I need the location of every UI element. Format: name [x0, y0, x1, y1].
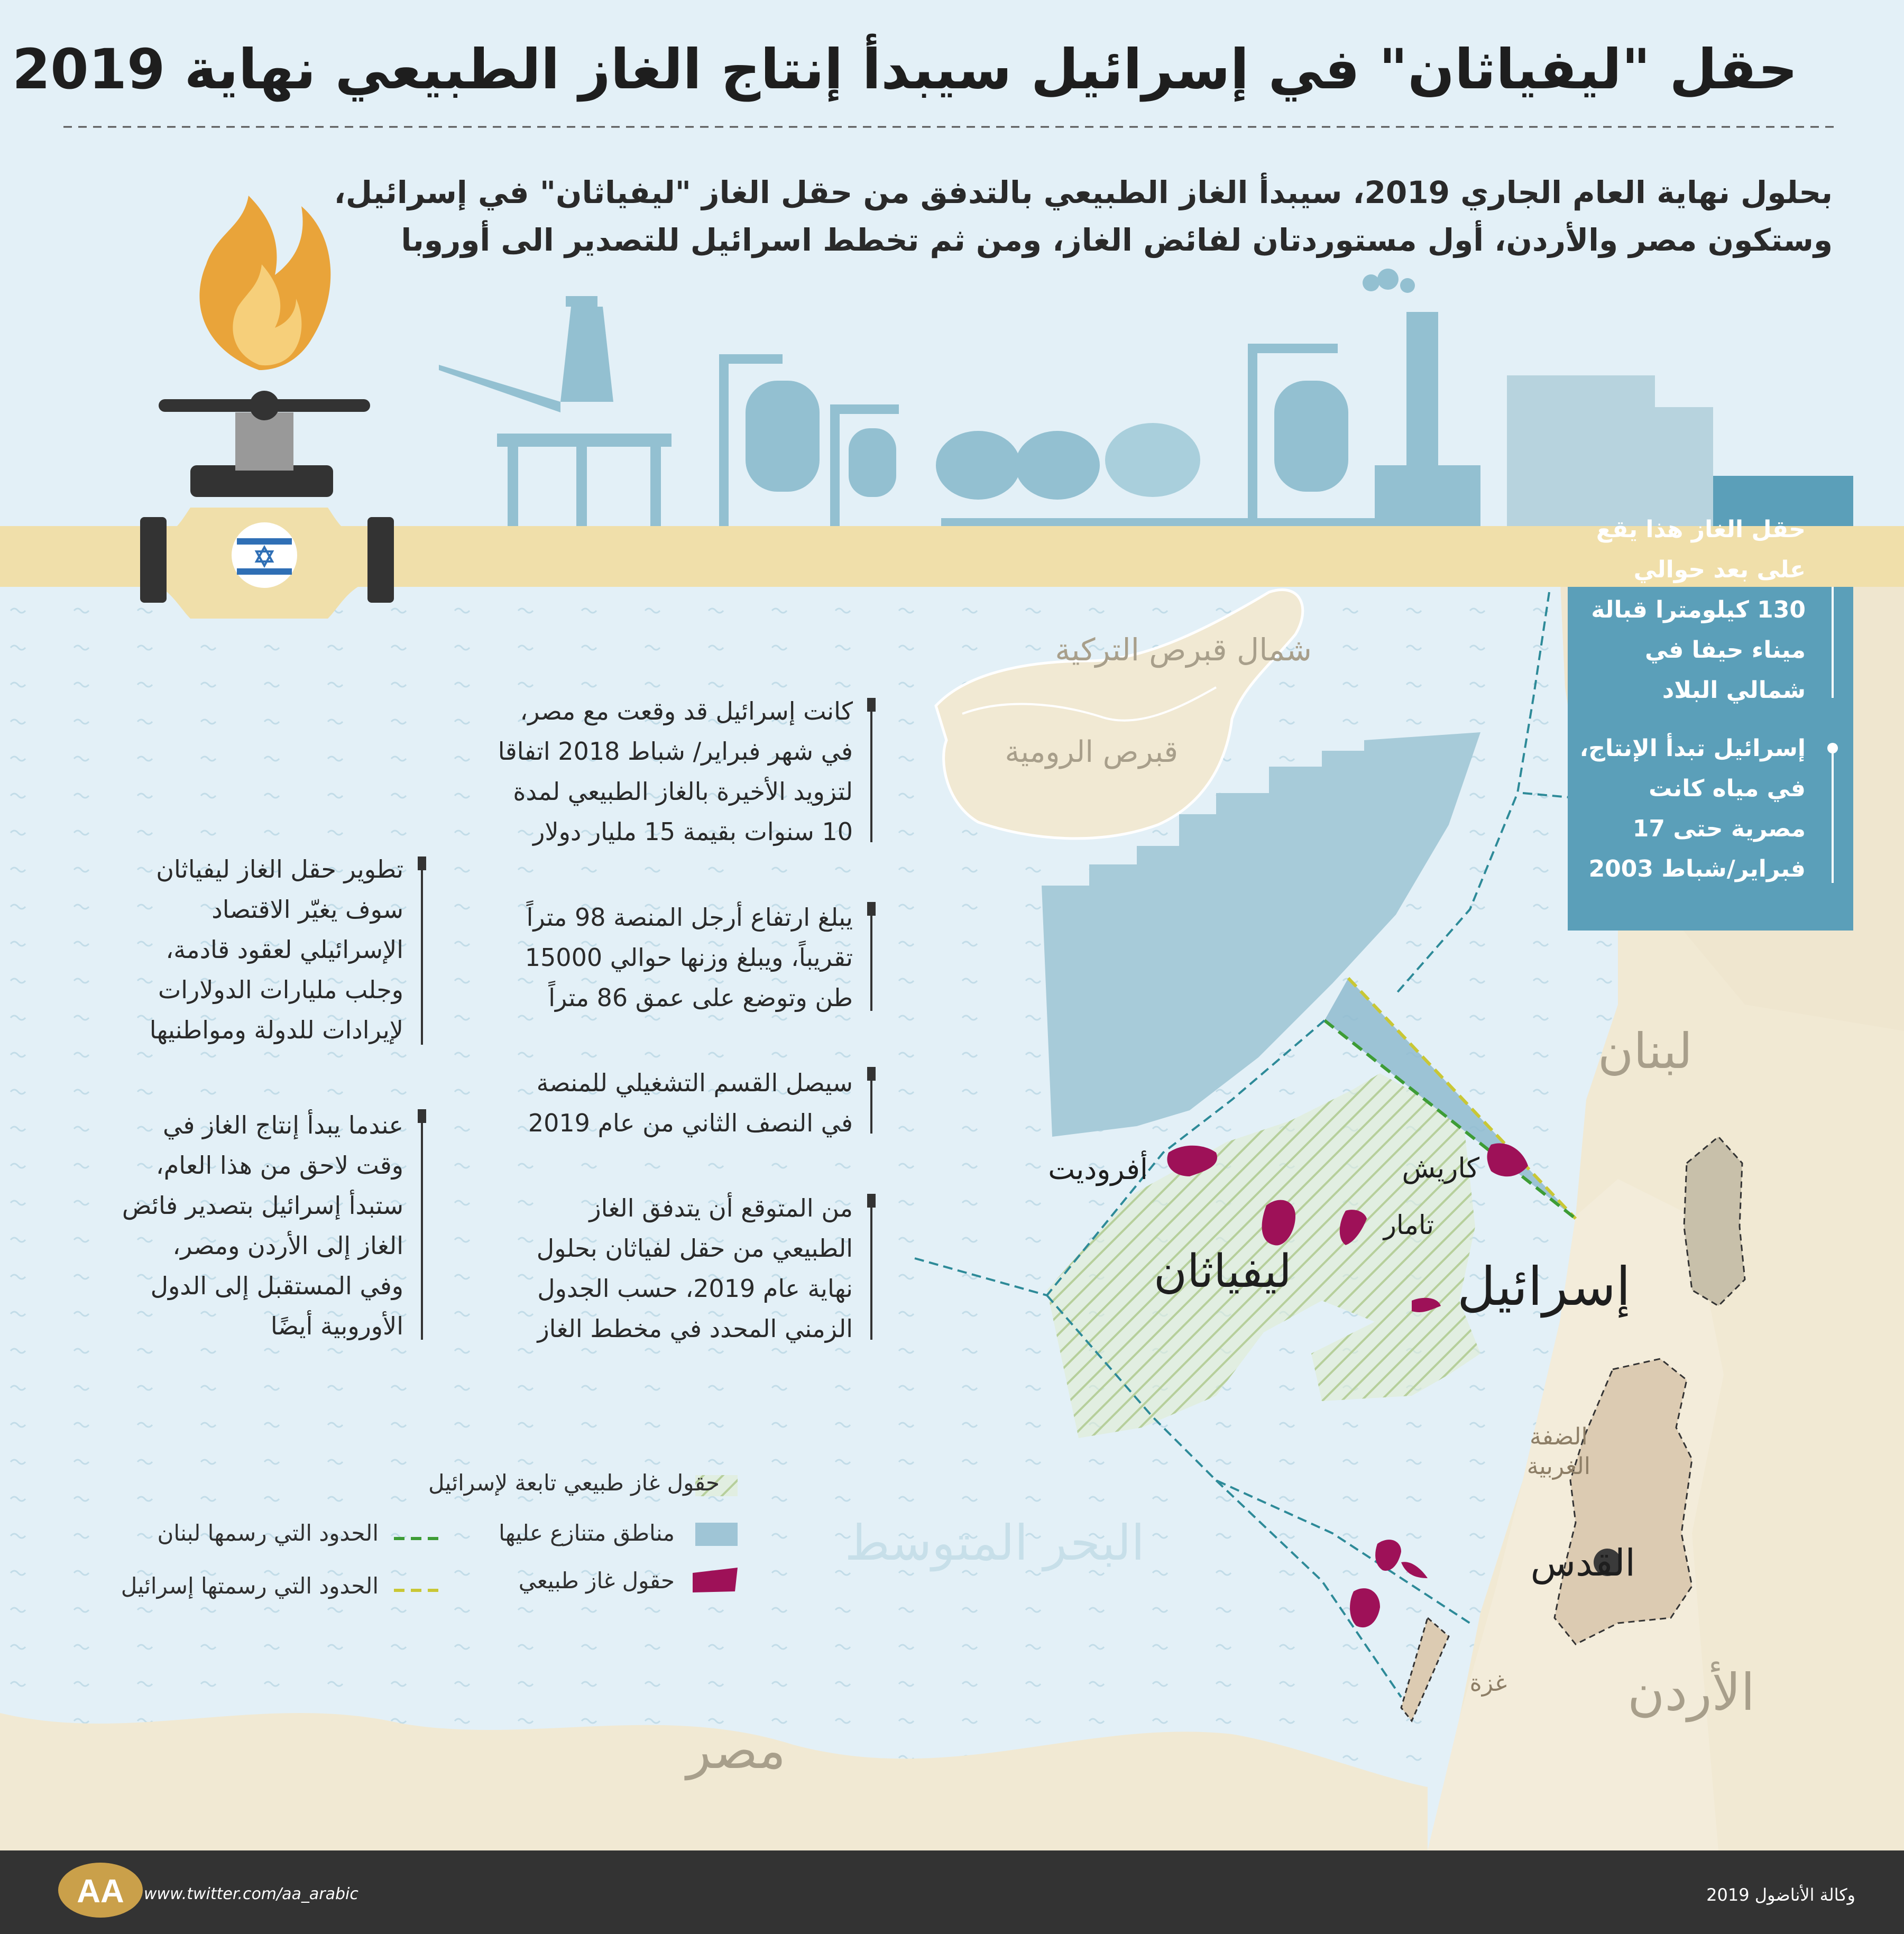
legend-gas-fields: حقول غاز طبيعي: [518, 1568, 675, 1594]
legend-israeli-fields: حقول غاز طبيعي تابعة لإسرائيل: [428, 1470, 720, 1496]
label-jordan: الأردن: [1627, 1663, 1755, 1722]
smoke-puff: [1363, 274, 1379, 291]
intro-line-1: بحلول نهاية العام الجاري 2019، سيبدأ الغاز الطبيعي بالتدفق من حقل الغاز "ليفياثان" في إسرائيل،: [334, 174, 1833, 210]
svg-text:AA: AA: [77, 1873, 124, 1910]
pipe-flange-right: [367, 517, 394, 603]
footer-twitter-link[interactable]: www.twitter.com/aa_arabic: [144, 1885, 358, 1903]
smoke-puff: [1377, 269, 1399, 290]
footer-copyright: وكالة الأناضول 2019: [1706, 1885, 1855, 1905]
israel-flag-icon: [232, 522, 297, 588]
label-mediterranean-sea: البحر المتوسط: [844, 1515, 1145, 1571]
legend-disputed: مناطق متنازع عليها: [499, 1520, 675, 1546]
note-platform-arrival: سيصل القسم التشغيلي للمنصة في النصف الثاني من عام 2019: [528, 1069, 853, 1137]
pipe-flange-left: [140, 517, 167, 603]
info-box-note-2: إسرائيل تبدأ الإنتاج، في مياه كانت مصرية حتى 17 فبراير/شباط 2003: [1579, 735, 1806, 882]
flag-stripe: [237, 538, 292, 545]
label-aphrodite: أفروديت: [1048, 1153, 1148, 1186]
page-title: حقل "ليفياثان" في إسرائيل سيبدأ إنتاج الغاز الطبيعي نهاية 2019: [12, 37, 1798, 102]
note-export: عندما يبدأ إنتاج الغاز في وقت لاحق من هذا العام، ستبدأ إسرائيل بتصدير فائض الغاز إلى الأردن ومصر، وفي المستقبل إلى الدول الأوروبية أيضًا: [122, 1111, 403, 1340]
info-box-bullet-2: [1827, 743, 1838, 753]
legend-israel-border: الحدود التي رسمتها إسرائيل: [121, 1573, 379, 1599]
intro-line-2: وستكون مصر والأردن، أول مستوردتان لفائض الغاز، ومن ثم تخطط اسرائيل للتصدير الى أوروبا: [401, 222, 1833, 258]
label-karish: كاريش: [1402, 1153, 1479, 1184]
label-israel: إسرائيل: [1457, 1256, 1631, 1318]
label-tamar: تامار: [1383, 1210, 1434, 1240]
golan-area: [1684, 1137, 1745, 1306]
label-cyprus: قبرص الرومية: [1005, 735, 1178, 769]
legend-lebanon-border: الحدود التي رسمها لبنان: [157, 1520, 379, 1546]
note-economy: تطوير حقل الغاز ليفياثان سوف يغيّر الاقتصاد الإسرائيلي لعقود قادمة، وجلب مليارات الدولارات لإيرادات للدولة ومواطنيها: [149, 855, 403, 1044]
label-gaza: غزة: [1469, 1670, 1507, 1697]
valve-wheel-hub: [250, 391, 279, 420]
note-gas-flow: من المتوقع أن يتدفق الغاز الطبيعي من حقل لفياثان بحلول نهاية عام 2019، حسب الجدول الزمني المحدد في مخطط الغاز: [536, 1194, 853, 1343]
label-egypt: مصر: [686, 1721, 786, 1780]
label-leviathan: ليفياثان: [1153, 1245, 1292, 1298]
smoke-puff: [1400, 278, 1415, 293]
label-west-bank: الضفة الغربية: [1526, 1423, 1590, 1480]
flag-stripe: [237, 568, 292, 575]
label-jerusalem: القدس: [1530, 1541, 1635, 1585]
valve-stem: [235, 412, 293, 471]
note-platform-specs: يبلغ ارتفاع أرجل المنصة 98 متراً تقريباً، ويبلغ وزنها حوالي 15000 طن وتوضع على عمق 86 متراً: [525, 903, 853, 1012]
info-box-note-1: حقل الغاز هذا يقع على بعد حوالي 130 كيلومترا قبالة ميناء حيفا في شمالي البلاد: [1591, 516, 1806, 704]
note-egypt-agreement: كانت إسرائيل قد وقعت مع مصر، في شهر فبراير/ شباط 2018 اتفاقا لتزويد الأخيرة بالغاز الطبيعي لمدة 10 سنوات بقيمة 15 مليار دولار: [498, 697, 853, 846]
legend-swatch-disputed: [695, 1523, 738, 1546]
label-lebanon: لبنان: [1597, 1023, 1693, 1080]
label-north-cyprus: شمال قبرص التركية: [1055, 632, 1312, 668]
